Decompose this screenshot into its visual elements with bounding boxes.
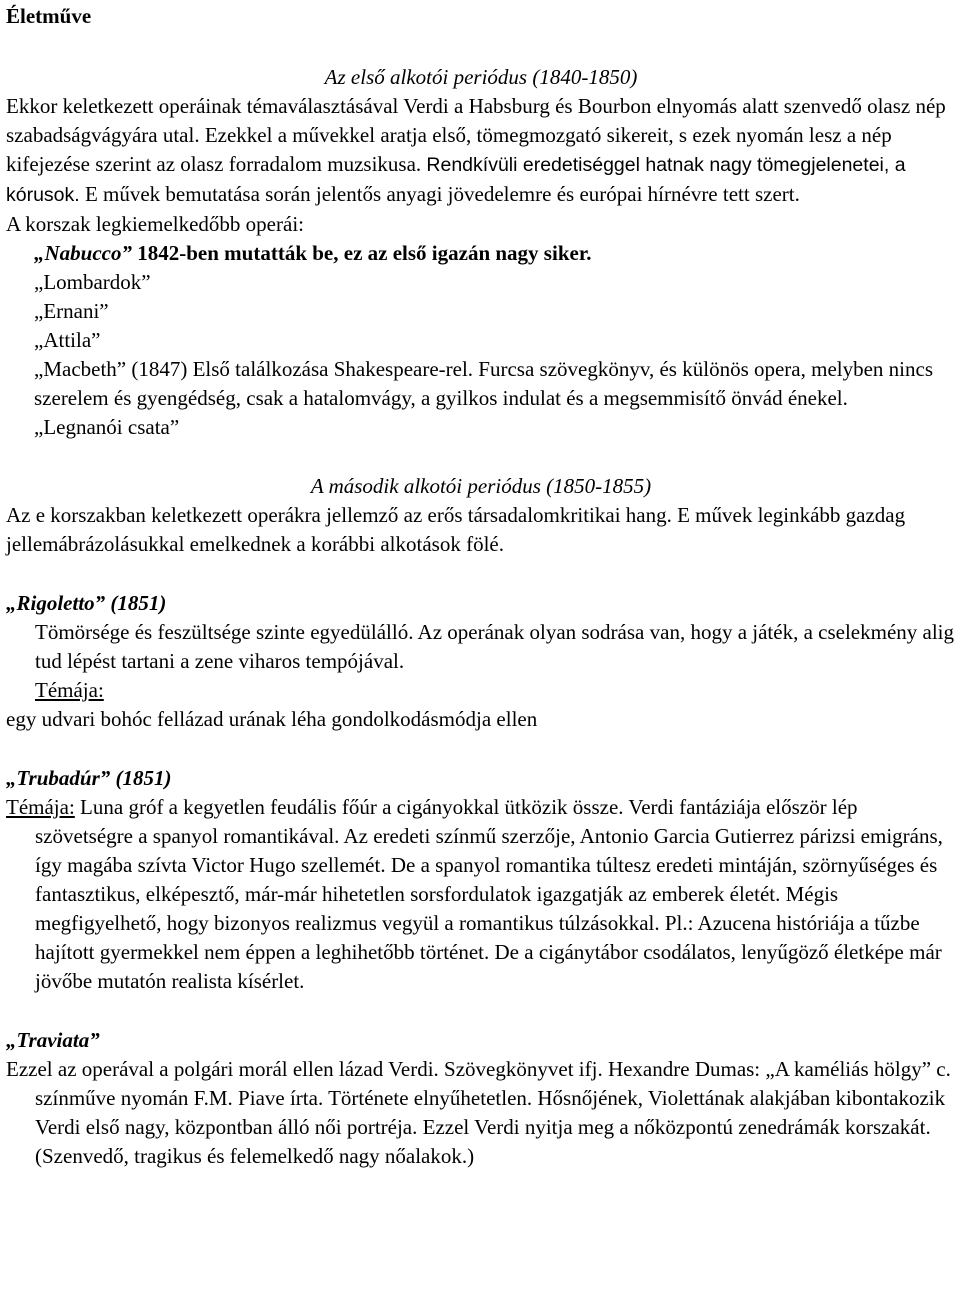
- period1-heading-italic: Az első alkotói periódus: [324, 65, 528, 89]
- opera-lombardok: „Lombardok”: [34, 270, 151, 294]
- period2-paragraph: Az e korszakban keletkezett operákra jellemző az erős társadalomkritikai hang. E művek leginkább gazdag jellemábrázolásukkal emelkednek a korábbi alkotások fölé.: [6, 503, 906, 556]
- period1-paragraph: [6, 92, 956, 210]
- trubadur-paragraph: [6, 793, 956, 996]
- traviata-heading: „Traviata”: [6, 1028, 100, 1052]
- period2-heading-italic: A második alkotói periódus: [310, 474, 541, 498]
- period1-rest-text: E művek bemutatása során jelentős anyagi jövedelemre és európai hírnévre tett szert.: [79, 182, 800, 206]
- spacer: [6, 442, 956, 472]
- period1-text: Ekkor keletkezett operáinak témaválasztásával Verdi a Habsburg és Bourbon elnyomás alatt szenvedő olasz nép szabadságvágyára utal. Ezekkel a művekkel aratja első, tömegmozgató sikereit, s ezek nyomán lesz a nép kifejezése szerint az olasz forradalom muzsikusa.: [6, 94, 946, 176]
- trubadur-title: „Trubadúr”: [6, 766, 111, 790]
- period2-heading: [6, 472, 956, 501]
- trubadur-theme-label: Témája:: [6, 795, 75, 819]
- spacer: [6, 559, 956, 589]
- rigoletto-year: (1851): [105, 591, 167, 615]
- rigoletto-theme-text: egy udvari bohóc fellázad urának léha gondolkodásmódja ellen: [6, 707, 538, 731]
- nabucco-text: 1842-ben mutatták be, ez az első igazán nagy siker.: [132, 241, 592, 265]
- trubadur-year: (1851): [110, 766, 172, 790]
- period1-sans-text: Rendkívüli eredetiséggel hatnak nagy tömegjelenetei, a kórusok.: [6, 154, 906, 206]
- opera-attila: „Attila”: [34, 328, 101, 352]
- operas-intro: A korszak legkiemelkedőbb operái:: [6, 212, 304, 236]
- period1-heading-years: (1840-1850): [527, 65, 638, 89]
- spacer: [6, 31, 956, 63]
- opera-legnano: „Legnanói csata”: [34, 415, 180, 439]
- spacer: [6, 734, 956, 764]
- rigoletto-heading: [6, 589, 956, 618]
- page-title: Életműve: [6, 4, 92, 28]
- rigoletto-text: Tömörsége és feszültsége szinte egyedülálló. Az operának olyan sodrása van, hogy a játék, a cselekmény alig tud lépést tartani a zene viharos tempójával.: [35, 620, 955, 673]
- traviata-paragraph: Ezzel az operával a polgári morál ellen lázad Verdi. Szövegkönyvet ifj. Hexandre Dumas: „A kaméliás hölgy” c. színműve nyomán F.M. Piave írta. Története elnyűhetetlen. Hősnőjének, Violettának alakjában kibontakozik Verdi első nagy, központban álló női portréja. Ezzel Verdi nyitja meg a nőközpontú zenedrámák korszakát. (Szenvedő, tragikus és felemelkedő nagy nőalakok.): [6, 1057, 951, 1168]
- opera-macbeth: „Macbeth” (1847) Első találkozása Shakespeare-rel. Furcsa szövegkönyv, és különös opera, melyben nincs szerelem és gyengédség, csak a hatalomvágy, a gyilkos indulat és a megsemmisítő önvád énekel.: [34, 357, 934, 410]
- opera-ernani: „Ernani”: [34, 299, 109, 323]
- period2-heading-years: (1850-1855): [540, 474, 652, 498]
- document: [6, 0, 956, 1171]
- period1-heading: [6, 63, 956, 92]
- rigoletto-title: „Rigoletto”: [6, 591, 106, 615]
- opera-nabucco: [6, 239, 956, 268]
- trubadur-text: Luna gróf a kegyetlen feudális főúr a cigányokkal ütközik össze. Verdi fantáziája először lép szövetségre a spanyol romantikával. Az eredeti színmű szerzője, Antonio Garcia Gutierrez párizsi emigráns, így magába szívta Victor Hugo szellemét. De a spanyol romantika túltesz eredeti mintáján, szörnyűséges és fantasztikus, elképesztő, már-már hihetetlen sorsfordulatok igazgatják az emberek életét. Mégis megfigyelhető, hogy bizonyos realizmus vegyül a romantikus túlzásokkal. Pl.: Azucena históriája a tűzbe hajított gyermekkel nem éppen a leghihetőbb történet. De a cigánytábor csodálatos, lenyűgöző életképe már jövőbe mutatón realista kísérlet.: [35, 795, 943, 993]
- nabucco-title: „Nabucco”: [34, 241, 132, 265]
- trubadur-heading: [6, 764, 956, 793]
- spacer: [6, 996, 956, 1026]
- rigoletto-theme-label: Témája:: [35, 678, 104, 702]
